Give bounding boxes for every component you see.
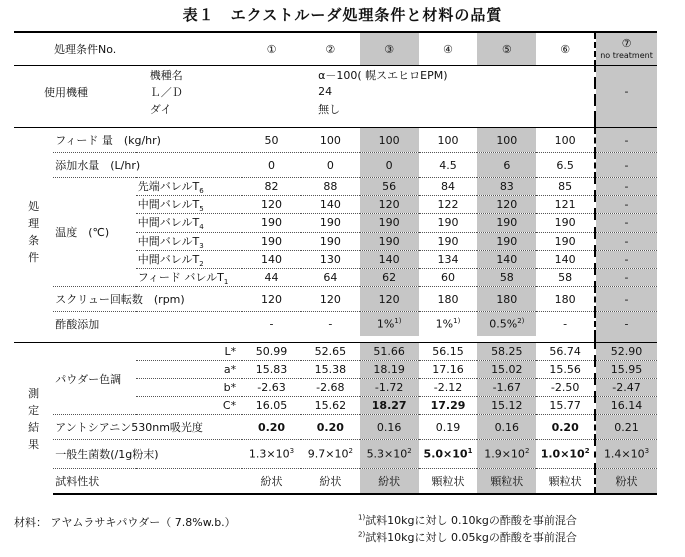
header-col5: ⑤: [477, 32, 536, 66]
machine-label-2: ダイ: [149, 102, 172, 116]
acid-value-4: 1%: [435, 317, 454, 331]
water-col2: 0: [301, 153, 360, 178]
barrel-label-5: [136, 268, 242, 286]
bacteria-exp-1: 3: [289, 447, 295, 456]
barrel-name-5: フィード バレルT: [137, 270, 224, 284]
barrel-label-0: [136, 178, 242, 196]
header-col1: ①: [242, 32, 301, 66]
header-label: 処理条件No.: [14, 32, 242, 66]
color-name-0: L*: [136, 343, 242, 361]
screw-col5: 180: [477, 287, 536, 312]
color1-col4: 17.16: [419, 361, 478, 379]
barrel1-col3: 120: [360, 196, 419, 214]
barrel3-col3: 190: [360, 232, 419, 250]
machine-col7: -: [595, 66, 657, 118]
color1-col5: 15.02: [477, 361, 536, 379]
anthocyanin-col3: 0.16: [360, 415, 419, 440]
barrel-sub-4: 2: [199, 259, 204, 268]
barrel-sub-5: 1: [223, 278, 229, 287]
feed-col2: 100: [301, 128, 360, 153]
acid-value-3: 1%: [376, 317, 395, 331]
bacteria-exp-7: 3: [644, 447, 650, 456]
barrel2-col1: 190: [242, 214, 301, 232]
bacteria-col4: [419, 440, 478, 469]
shape-label: 試料性状: [53, 469, 242, 495]
shape-col1: 紛状: [242, 469, 301, 495]
machine-value-1: 24: [318, 85, 333, 98]
acid-col3: [360, 312, 419, 337]
bacteria-col1: [242, 440, 301, 469]
color0-col5: 58.25: [477, 343, 536, 361]
bacteria-exp-5: 2: [524, 447, 530, 456]
barrel2-col6: 190: [536, 214, 595, 232]
water-col4: 4.5: [419, 153, 478, 178]
barrel5-col7: -: [595, 268, 657, 286]
temp-label: 温度 (℃): [53, 178, 136, 287]
color3-col4: 17.29: [419, 397, 478, 415]
feed-col7: -: [595, 128, 657, 153]
header-col4: ④: [419, 32, 478, 66]
shape-col5: 顆粒状: [477, 469, 536, 495]
color0-col7: 52.90: [595, 343, 657, 361]
barrel1-col7: -: [595, 196, 657, 214]
acid-value-7: -: [624, 317, 629, 331]
barrel3-col1: 190: [242, 232, 301, 250]
barrel-sub-0: 6: [199, 187, 204, 196]
color3-col5: 15.12: [477, 397, 536, 415]
footnote-2-mark: 2): [358, 530, 366, 539]
header-col7-sub: no treatment: [600, 50, 653, 60]
shape-col6: 顆粒状: [536, 469, 595, 495]
bacteria-mant-2: 9.7×10: [307, 447, 349, 461]
barrel4-col2: 130: [301, 250, 360, 268]
feed-col3: 100: [360, 128, 419, 153]
barrel-name-2: 中間バレルT: [137, 216, 200, 230]
barrel1-col2: 140: [301, 196, 360, 214]
bacteria-exp-3: 2: [407, 447, 412, 456]
feed-label: フィード 量 (kg/hr): [53, 128, 242, 153]
machine-label-0: 機種名: [136, 66, 242, 84]
color0-col6: 56.74: [536, 343, 595, 361]
barrel-sub-3: 3: [199, 241, 204, 250]
color0-col3: 51.66: [360, 343, 419, 361]
results-group-label: [14, 343, 53, 495]
acid-note-5: 2): [517, 317, 525, 326]
bacteria-mant-4: 5.0×10: [423, 447, 468, 461]
water-col5: 6: [477, 153, 536, 178]
color2-col7: -2.47: [595, 379, 657, 397]
acid-col6: [536, 312, 595, 337]
barrel1-col5: 120: [477, 196, 536, 214]
screw-col7: -: [595, 287, 657, 312]
color-name-2: b*: [136, 379, 242, 397]
shape-col7: 粉状: [595, 469, 657, 495]
bacteria-exp-4: 1: [467, 447, 473, 456]
acid-value-2: -: [328, 317, 333, 331]
color0-col1: 50.99: [242, 343, 301, 361]
screw-col1: 120: [242, 287, 301, 312]
barrel5-col4: 60: [419, 268, 478, 286]
footnote-1: [358, 512, 577, 528]
acid-value-6: -: [563, 317, 568, 331]
barrel0-col2: 88: [301, 178, 360, 196]
color0-col4: 56.15: [419, 343, 478, 361]
barrel4-col1: 140: [242, 250, 301, 268]
bacteria-col2: [301, 440, 360, 469]
bacteria-mant-5: 1.9×10: [484, 447, 525, 461]
barrel3-col7: -: [595, 232, 657, 250]
barrel-name-0: 先端バレルT: [137, 180, 200, 193]
barrel5-col1: 44: [242, 268, 301, 286]
bacteria-col6: [536, 440, 595, 469]
screw-col4: 180: [419, 287, 478, 312]
barrel3-col5: 190: [477, 232, 536, 250]
footnote-2: [358, 529, 577, 545]
process-group-label: [14, 128, 53, 337]
barrel-name-4: 中間バレルT: [137, 252, 200, 266]
barrel3-col6: 190: [536, 232, 595, 250]
acid-col4: [419, 312, 478, 337]
bacteria-col5: [477, 440, 536, 469]
machine-value-0: α－100( 幌スエヒロEPM): [242, 66, 595, 84]
acid-col5: [477, 312, 536, 337]
machine-group-label: 使用機種: [14, 66, 136, 118]
machine-value-2: 無し: [318, 102, 341, 116]
color-name-1: a*: [136, 361, 242, 379]
barrel2-col2: 190: [301, 214, 360, 232]
bacteria-col7: [595, 440, 657, 469]
barrel0-col4: 84: [419, 178, 478, 196]
barrel4-col3: 140: [360, 250, 419, 268]
bacteria-mant-7: 1.4×10: [603, 447, 645, 461]
color1-col6: 15.56: [536, 361, 595, 379]
color2-col5: -1.67: [477, 379, 536, 397]
table-title: 表１ エクストルーダ処理条件と材料の品質: [182, 6, 503, 24]
header-col2: ②: [301, 32, 360, 66]
anthocyanin-label: アントシアニン530nm吸光度: [53, 415, 242, 440]
screw-label: スクリュー回転数 (rpm): [53, 287, 242, 312]
header-col3: ③: [360, 32, 419, 66]
barrel-sub-1: 5: [199, 205, 204, 214]
color3-col7: 16.14: [595, 397, 657, 415]
feed-col5: 100: [477, 128, 536, 153]
color1-col1: 15.83: [242, 361, 301, 379]
barrel-label-4: [136, 250, 242, 268]
color3-col2: 15.62: [301, 397, 360, 415]
acid-value-5: 0.5%: [489, 317, 518, 331]
barrel5-col3: 62: [360, 268, 419, 286]
bacteria-mant-3: 5.3×10: [366, 447, 408, 461]
anthocyanin-col1: 0.20: [242, 415, 301, 440]
barrel2-col3: 190: [360, 214, 419, 232]
process-group-text: 処理条件: [28, 200, 40, 265]
footnote-2-text: 試料10kgに対し 0.05kgの酢酸を事前混合: [365, 531, 577, 544]
barrel-name-1: 中間バレルT: [137, 198, 200, 212]
barrel2-col5: 190: [477, 214, 536, 232]
bacteria-label: 一般生菌数(/1g粉末): [53, 440, 242, 469]
barrel-sub-2: 4: [199, 223, 204, 232]
barrel4-col7: -: [595, 250, 657, 268]
bacteria-mant-1: 1.3×10: [248, 447, 290, 461]
barrel1-col4: 122: [419, 196, 478, 214]
screw-col6: 180: [536, 287, 595, 312]
barrel0-col6: 85: [536, 178, 595, 196]
material-note: 材料： アヤムラサキパウダー（ 7.8%w.b.）: [14, 516, 236, 529]
barrel5-col2: 64: [301, 268, 360, 286]
color3-col1: 16.05: [242, 397, 301, 415]
color2-col3: -1.72: [360, 379, 419, 397]
acid-note-3: 1): [394, 317, 402, 326]
barrel2-col4: 190: [419, 214, 478, 232]
header-col6: ⑥: [536, 32, 595, 66]
screw-col3: 120: [360, 287, 419, 312]
bacteria-col3: [360, 440, 419, 469]
bacteria-mant-6: 1.0×10: [540, 447, 585, 461]
anthocyanin-col2: 0.20: [301, 415, 360, 440]
barrel4-col6: 140: [536, 250, 595, 268]
color2-col4: -2.12: [419, 379, 478, 397]
acid-col1: [242, 312, 301, 337]
feed-col4: 100: [419, 128, 478, 153]
water-col1: 0: [242, 153, 301, 178]
acid-value-1: -: [269, 317, 274, 331]
barrel-name-3: 中間バレルT: [137, 234, 200, 248]
barrel-label-3: [136, 232, 242, 250]
barrel0-col7: -: [595, 178, 657, 196]
header-col7: [595, 32, 657, 66]
screw-col2: 120: [301, 287, 360, 312]
acid-note-4: 1): [453, 317, 461, 326]
water-col3: 0: [360, 153, 419, 178]
color3-col3: 18.27: [360, 397, 419, 415]
color2-col1: -2.63: [242, 379, 301, 397]
acid-col2: [301, 312, 360, 337]
results-group-text: 測定結果: [28, 386, 40, 451]
barrel1-col6: 121: [536, 196, 595, 214]
footnote-1-text: 試料10kgに対し 0.10kgの酢酸を事前混合: [365, 514, 577, 527]
color-label: パウダー色調: [53, 343, 136, 415]
water-col6: 6.5: [536, 153, 595, 178]
shape-col3: 紛状: [360, 469, 419, 495]
anthocyanin-col5: 0.16: [477, 415, 536, 440]
barrel5-col6: 58: [536, 268, 595, 286]
bacteria-exp-2: 2: [348, 447, 353, 456]
feed-col6: 100: [536, 128, 595, 153]
bacteria-exp-6: 2: [584, 447, 590, 456]
color3-col6: 15.77: [536, 397, 595, 415]
barrel0-col3: 56: [360, 178, 419, 196]
barrel2-col7: -: [595, 214, 657, 232]
color2-col6: -2.50: [536, 379, 595, 397]
footnote-1-mark: 1): [358, 513, 366, 522]
anthocyanin-col6: 0.20: [536, 415, 595, 440]
header-col7-num: ⑦: [621, 36, 632, 50]
barrel0-col5: 83: [477, 178, 536, 196]
barrel3-col4: 190: [419, 232, 478, 250]
water-label: 添加水量 (L/hr): [53, 153, 242, 178]
shape-col4: 顆粒状: [419, 469, 478, 495]
anthocyanin-col4: 0.19: [419, 415, 478, 440]
barrel-label-1: [136, 196, 242, 214]
barrel4-col4: 134: [419, 250, 478, 268]
color1-col3: 18.19: [360, 361, 419, 379]
acid-col7: [595, 312, 657, 337]
color1-col7: 15.95: [595, 361, 657, 379]
acid-label: 酢酸添加: [53, 312, 242, 337]
barrel4-col5: 140: [477, 250, 536, 268]
barrel1-col1: 120: [242, 196, 301, 214]
barrel3-col2: 190: [301, 232, 360, 250]
color2-col2: -2.68: [301, 379, 360, 397]
barrel0-col1: 82: [242, 178, 301, 196]
barrel5-col5: 58: [477, 268, 536, 286]
machine-label-1: Ｌ／Ｄ: [149, 85, 183, 99]
water-col7: -: [595, 153, 657, 178]
feed-col1: 50: [242, 128, 301, 153]
shape-col2: 紛状: [301, 469, 360, 495]
color-name-3: C*: [136, 397, 242, 415]
color0-col2: 52.65: [301, 343, 360, 361]
barrel-label-2: [136, 214, 242, 232]
process-table: [14, 31, 657, 495]
color1-col2: 15.38: [301, 361, 360, 379]
anthocyanin-col7: 0.21: [595, 415, 657, 440]
